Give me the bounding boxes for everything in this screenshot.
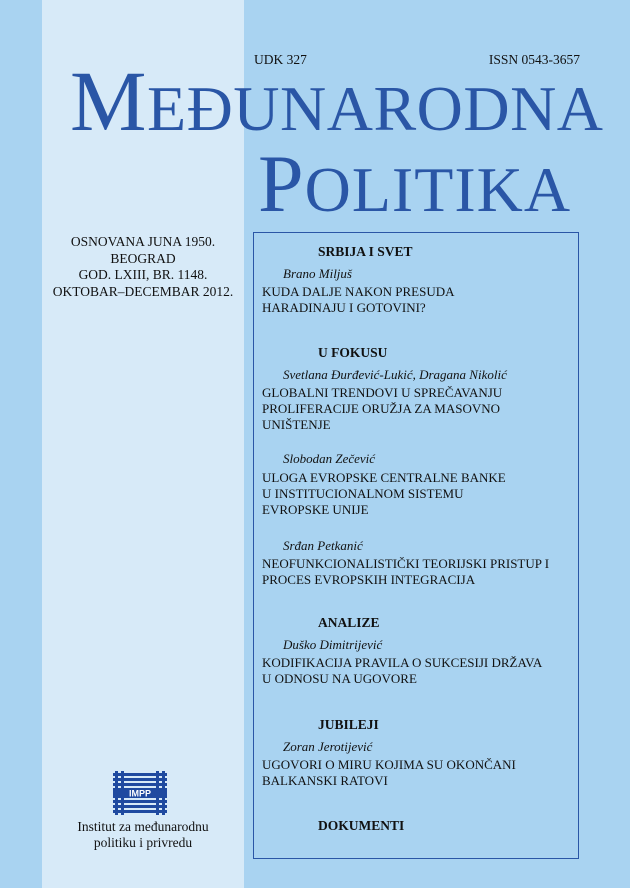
- udk-code: UDK 327: [254, 52, 307, 67]
- article-title: KODIFIKACIJA PRAVILA O SUKCESIJI DRŽAVA U ODNOSU NA UGOVORE: [262, 655, 543, 686]
- issn-code: ISSN 0543-3657: [488, 52, 580, 67]
- section-heading: JUBILEJI: [318, 717, 379, 732]
- article-title: KUDA DALJE NAKON PRESUDA HARADINAJU I GOTOVINI?: [262, 284, 455, 315]
- period-line: OKTOBAR–DECEMBAR 2012.: [52, 283, 234, 299]
- left-stripe: [0, 0, 42, 888]
- journal-title-line1: MEĐUNARODNA: [70, 53, 604, 149]
- section-heading: U FOKUSU: [318, 345, 388, 360]
- article-author: Zoran Jerotijević: [283, 739, 373, 754]
- article-title: NEOFUNKCIONALISTIČKI TEORIJSKI PRISTUP I PROCES EVROPSKIH INTEGRACIJA: [262, 556, 550, 587]
- publisher-name: Institut za međunarodnu politiku i privredu: [77, 819, 209, 850]
- article-title: UGOVORI O MIRU KOJIMA SU OKONČANI BALKANSKI RATOVI: [262, 757, 516, 788]
- founded-line: OSNOVANA JUNA 1950.: [70, 234, 216, 249]
- institute-logo-icon: [113, 771, 167, 815]
- issue-info: [42, 234, 244, 300]
- section-heading: ANALIZE: [318, 615, 380, 630]
- article-author: Duško Dimitrijević: [283, 637, 383, 652]
- section-heading: DOKUMENTI: [318, 818, 405, 833]
- article-title: ULOGA EVROPSKE CENTRALNE BANKE U INSTITUCIONALNOM SISTEMU EVROPSKE UNIJE: [262, 470, 506, 517]
- svg-text:IMPP: IMPP: [128, 788, 152, 799]
- section-heading: SRBIJA I SVET: [318, 244, 413, 259]
- volume-line: GOD. LXIII, BR. 1148.: [78, 267, 208, 282]
- article-author: Brano Miljuš: [283, 266, 352, 281]
- article-author: Slobodan Zečević: [283, 451, 376, 466]
- table-of-contents: [253, 232, 579, 859]
- city-line: BEOGRAD: [110, 250, 176, 266]
- article-author: Svetlana Đurđević-Lukić, Dragana Nikolić: [283, 367, 507, 382]
- article-author: Srđan Petkanić: [283, 538, 363, 553]
- article-title: GLOBALNI TRENDOVI U SPREČAVANJU PROLIFERACIJE ORUŽJA ZA MASOVNO UNIŠTENJE: [262, 385, 503, 432]
- journal-title-line2: POLITIKA: [258, 138, 572, 229]
